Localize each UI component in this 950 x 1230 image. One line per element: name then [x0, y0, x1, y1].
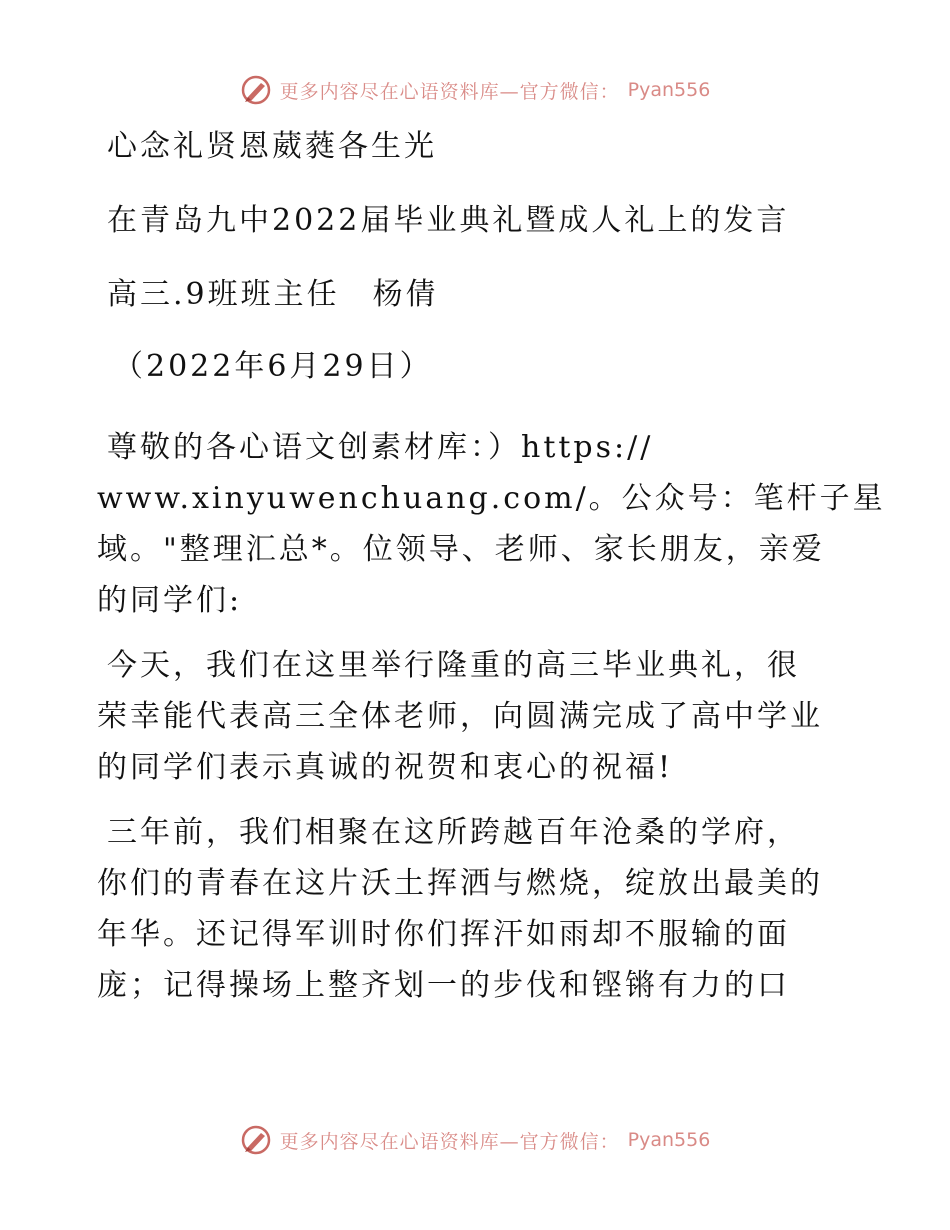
paragraph-memories: [97, 807, 857, 1011]
watermark-wechat-id: Pyan556: [627, 1129, 711, 1151]
document-date: （2022年6月29日）: [113, 349, 433, 384]
paragraph-line: 庞；记得操场上整齐划一的步伐和铿锵有力的口: [97, 968, 790, 1003]
watermark-text: 更多内容尽在心语资料库—官方微信：: [279, 1130, 620, 1153]
header-watermark: [0, 70, 950, 110]
paragraph-intro: [97, 640, 857, 793]
paragraph-line: 的同学们:: [97, 583, 243, 618]
document-author: 高三.9班班主任 杨倩: [107, 277, 439, 312]
paragraph-line: 的同学们表示真诚的祝贺和衷心的祝福!: [97, 750, 674, 785]
paragraph-line: www.xinyuwenchuang.com/。公众号：笔杆子星: [97, 481, 886, 516]
document-body: [97, 118, 886, 1011]
watermark-wechat-id: Pyan556: [627, 79, 711, 101]
document-subtitle: 在青岛九中2022届毕业典礼暨成人礼上的发言: [107, 203, 790, 238]
pen-logo-icon: [240, 74, 272, 106]
document-title: 心念礼贤恩葳蕤各生光: [107, 129, 437, 164]
paragraph-line: 尊敬的各心语文创素材库：）https://: [107, 430, 654, 465]
paragraph-greeting: [97, 422, 886, 626]
paragraph-line: 今天，我们在这里举行隆重的高三毕业典礼，很: [107, 648, 800, 683]
paragraph-line: 域。"整理汇总*。位领导、老师、家长朋友，亲爱: [97, 532, 825, 567]
paragraph-line: 年华。还记得军训时你们挥汗如雨却不服输的面: [97, 917, 790, 952]
paragraph-line: 荣幸能代表高三全体老师，向圆满完成了高中学业: [97, 699, 823, 734]
paragraph-line: 三年前，我们相聚在这所跨越百年沧桑的学府，: [107, 815, 800, 850]
pen-logo-icon: [240, 1124, 272, 1156]
paragraph-line: 你们的青春在这片沃土挥洒与燃烧，绽放出最美的: [97, 866, 823, 901]
watermark-text: 更多内容尽在心语资料库—官方微信：: [279, 80, 620, 103]
footer-watermark: [0, 1120, 950, 1160]
